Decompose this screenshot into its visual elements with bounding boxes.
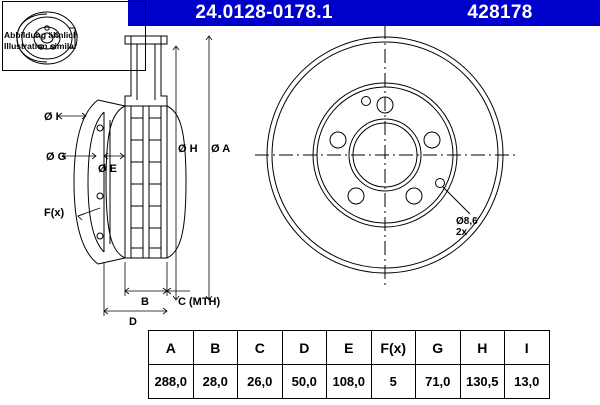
col-header: E [327,331,372,365]
col-header: H [460,331,505,365]
table-cell: 130,5 [460,365,505,399]
label-c: C (MTH) [178,296,221,308]
label-diameter-g: Ø G [46,151,67,163]
label-hole-count: 2x [456,227,468,238]
col-header: G [416,331,461,365]
col-header: B [193,331,238,365]
spec-table-wrap [0,330,600,400]
table-cell: 71,0 [416,365,461,399]
table-header-row [149,331,550,365]
part-number: 24.0128-0178.1 [195,2,333,23]
table-cell: 50,0 [282,365,327,399]
col-header: D [282,331,327,365]
table-cell: 13,0 [505,365,550,399]
col-header: A [149,331,194,365]
label-d: D [129,316,137,328]
table-cell: 5 [371,365,416,399]
label-diameter-e: Ø E [98,163,117,175]
table-cell: 26,0 [238,365,283,399]
label-diameter-h: Ø H [178,143,198,155]
col-header: I [505,331,550,365]
dimension-lines [58,36,212,316]
label-fx: F(x) [44,207,65,219]
illustration-note-de: Abbildung ähnlich [4,30,79,40]
spec-table [148,330,550,399]
label-diameter-a: Ø A [211,143,231,155]
table-cell: 108,0 [327,365,372,399]
col-header: F(x) [371,331,416,365]
table-row [149,365,550,399]
label-b: B [141,296,149,308]
col-header: C [238,331,283,365]
article-number: 428178 [467,2,533,23]
face-view [255,25,515,285]
illustration-note-en: Illustration similar [4,40,78,51]
table-cell: 28,0 [193,365,238,399]
label-hole-diameter: Ø8,6 [456,216,478,227]
disc-thumbnail [2,1,146,71]
label-diameter-i: Ø I [44,111,59,123]
table-cell: 288,0 [149,365,194,399]
